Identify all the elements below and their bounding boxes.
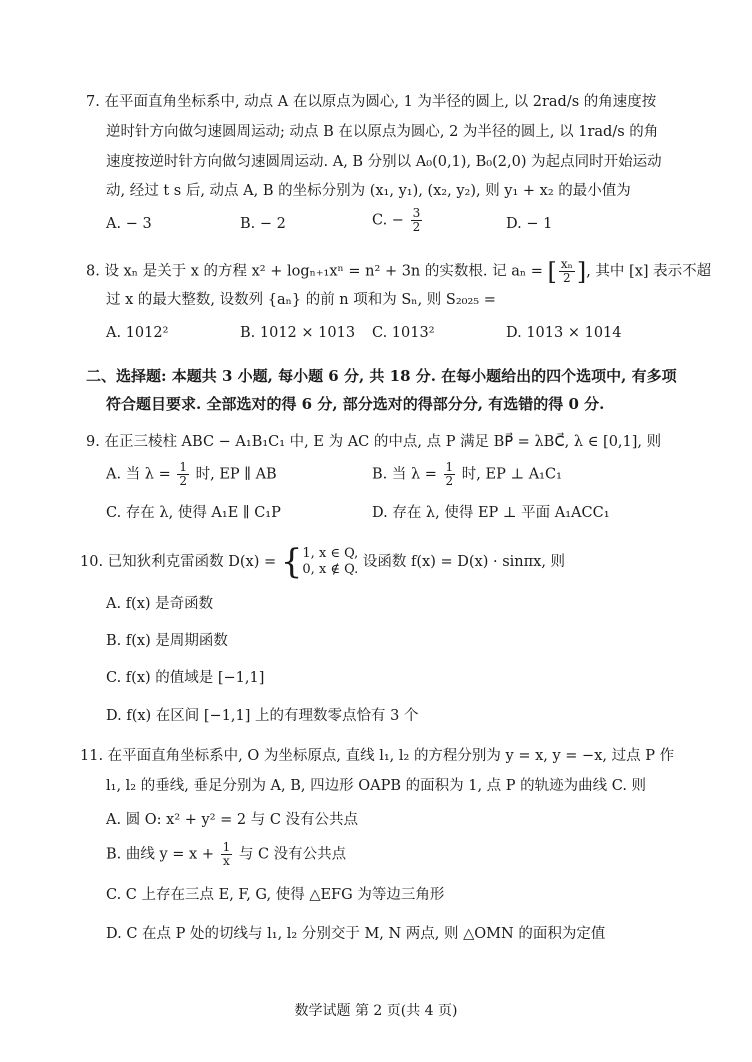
q9-option-d: D. 存在 λ, 使得 EP ⊥ 平面 A₁ACC₁ [372,505,610,521]
q11-option-b-fraction [221,841,233,868]
q8-fraction [559,258,575,285]
q7-line-1: 7. 在平面直角坐标系中, 动点 A 在以原点为圆心, 1 为半径的圆上, 以 2rad/s 的角速度按 [86,94,657,110]
q11-option-d: D. C 在点 P 处的切线与 l₁, l₂ 分别交于 M, N 两点, 则 △OMN 的面积为定值 [106,926,606,942]
q11-line-1: 11. 在平面直角坐标系中, O 为坐标原点, 直线 l₁, l₂ 的方程分别为 y = x, y = −x, 过点 P 作 [80,748,675,764]
q7-option-c-numerator: 3 [412,206,421,220]
q9-option-a-fraction [177,461,189,488]
q9-option-b-fraction [444,461,456,488]
section-2-heading-line-1: 二、选择题: 本题共 3 小题, 每小题 6 分, 共 18 分. 在每小题给出的四个选项中, 有多项 [86,367,677,385]
q9-option-a [106,461,277,488]
q9-option-a-suffix: 时, EP ∥ AB [195,466,277,483]
piecewise-case-1: 1, x ∈ Q, [302,546,359,561]
q9-option-b-numerator: 1 [445,460,454,474]
q11-option-b-suffix: 与 C 没有公共点 [238,846,347,863]
q8-line-1-start: 8. 设 xₙ 是关于 x 的方程 x² + logₙ₊₁xⁿ = n² + 3n 的实数根. 记 aₙ = [86,263,543,280]
q10-option-c: C. f(x) 的值域是 [−1,1] [106,670,265,686]
q7-line-4: 动, 经过 t s 后, 动点 A, B 的坐标分别为 (x₁, y₁), (x₂, y₂), 则 y₁ + x₂ 的最小值为 [106,183,631,199]
q11-line-2: l₁, l₂ 的垂线, 垂足分别为 A, B, 四边形 OAPB 的面积为 1, 点 P 的轨迹为曲线 C. 则 [106,778,647,794]
q8-line-2: 过 x 的最大整数, 设数列 {aₙ} 的前 n 项和为 Sₙ, 则 S₂₀₂₅ = [106,292,496,308]
q11-option-c: C. C 上存在三点 E, F, G, 使得 △EFG 为等边三角形 [106,887,445,903]
q11-option-b-prefix: B. 曲线 y = x + [106,846,214,863]
piecewise-case-2: 0, x ∉ Q. [302,562,359,577]
q11-option-b-denominator: x [223,854,230,868]
q9-option-a-numerator: 1 [179,460,187,474]
q8-option-d: D. 1013 × 1014 [506,325,622,341]
q7-option-d: D. − 1 [506,216,553,232]
q10-option-d: D. f(x) 在区间 [−1,1] 上的有理数零点恰有 3 个 [106,708,419,724]
q7-option-a: A. − 3 [106,216,152,232]
q10-option-b: B. f(x) 是周期函数 [106,633,228,649]
right-floor-bracket: ] [576,257,587,286]
q9-option-a-denominator: 2 [179,474,187,488]
q11-option-b-numerator: 1 [222,840,231,854]
q9-line-1: 9. 在正三棱柱 ABC − A₁B₁C₁ 中, E 为 AC 的中点, 点 P 满足 BP⃗ = λBC⃗, λ ∈ [0,1], 则 [86,434,662,450]
q7-option-c-prefix: C. − [372,212,404,229]
q7-option-c-denominator: 2 [412,220,421,234]
q7-option-c-fraction [411,207,423,234]
q8-line-1-end: , 其中 [x] 表示不超 [586,263,712,280]
q9-option-c: C. 存在 λ, 使得 A₁E ∥ C₁P [106,505,281,521]
q8-option-c: C. 1013² [372,325,435,341]
q8-option-b: B. 1012 × 1013 [240,325,356,341]
q10-line-1 [80,542,566,582]
q9-option-b-prefix: B. 当 λ = [372,466,437,483]
q8-fraction-denominator: 2 [563,271,571,285]
page-footer: 数学试题 第 2 页(共 4 页) [294,1003,458,1019]
q7-option-b: B. − 2 [240,216,286,232]
q8-fraction-numerator: xₙ [560,257,573,271]
section-2-heading-line-2: 符合题目要求. 全部选对的得 6 分, 部分选对的得部分分, 有选错的得 0 分. [106,395,605,413]
piecewise-brace: { [280,542,303,582]
q11-option-a: A. 圆 O: x² + y² = 2 与 C 没有公共点 [106,812,359,828]
q9-option-b-denominator: 2 [445,474,454,488]
q9-option-b [372,461,562,488]
q8-option-a: A. 1012² [106,325,169,341]
piecewise-cases [302,546,358,578]
q9-option-b-suffix: 时, EP ⊥ A₁C₁ [461,466,562,483]
q9-option-a-prefix: A. 当 λ = [106,466,171,483]
left-floor-bracket: [ [547,257,557,286]
q7-line-3: 速度按逆时针方向做匀速圆周运动. A, B 分别以 A₀(0,1), B₀(2,0) 为起点同时开始运动 [106,154,662,170]
q10-prefix: 10. 已知狄利克雷函数 D(x) = [80,554,277,570]
q10-suffix: 设函数 f(x) = D(x) · sinπx, 则 [362,554,566,570]
q7-option-c [372,207,424,234]
q10-option-a: A. f(x) 是奇函数 [106,596,214,612]
q11-option-b [106,841,346,868]
q8-line-1 [86,258,711,285]
q7-line-2: 逆时针方向做匀速圆周运动; 动点 B 在以原点为圆心, 2 为半径的圆上, 以 1rad/s 的角 [106,124,659,140]
